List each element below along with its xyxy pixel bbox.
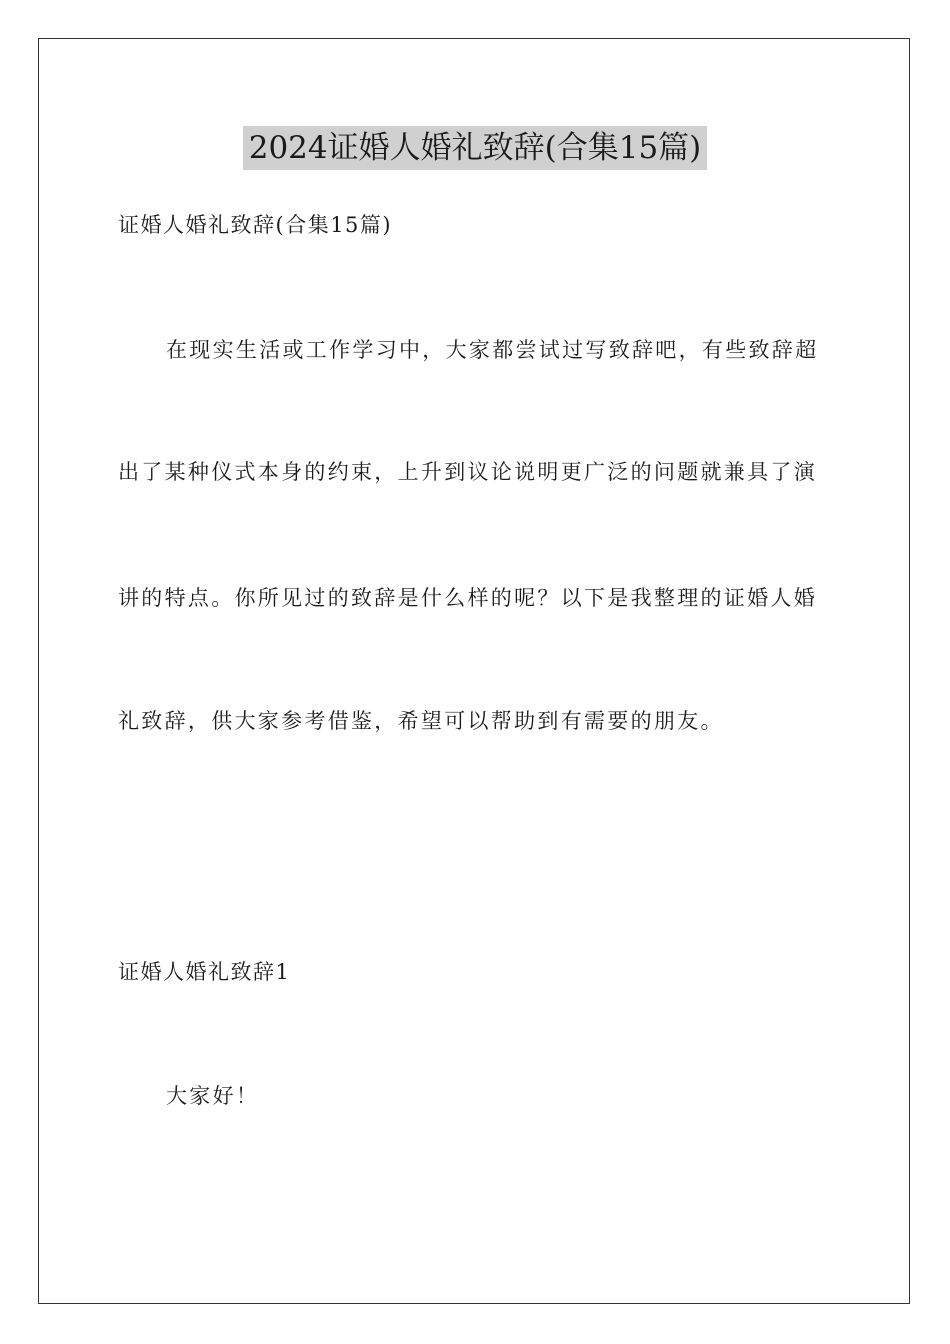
intro-paragraph-line-3: 讲的特点。你所见过的致辞是什么样的呢？以下是我整理的证婚人婚 <box>118 586 817 610</box>
title-container <box>0 126 950 170</box>
intro-paragraph-line-2: 出了某种仪式本身的约束，上升到议论说明更广泛的问题就兼具了演 <box>118 460 817 484</box>
intro-paragraph-line-1: 在现实生活或工作学习中，大家都尝试过写致辞吧，有些致辞超 <box>166 338 819 362</box>
greeting-line: 大家好！ <box>166 1084 260 1108</box>
intro-paragraph-line-4: 礼致辞，供大家参考借鉴，希望可以帮助到有需要的朋友。 <box>118 709 724 733</box>
document-title: 2024证婚人婚礼致辞(合集15篇) <box>243 126 708 170</box>
section-heading: 证婚人婚礼致辞1 <box>118 960 291 984</box>
document-subtitle: 证婚人婚礼致辞(合集15篇) <box>118 213 393 237</box>
